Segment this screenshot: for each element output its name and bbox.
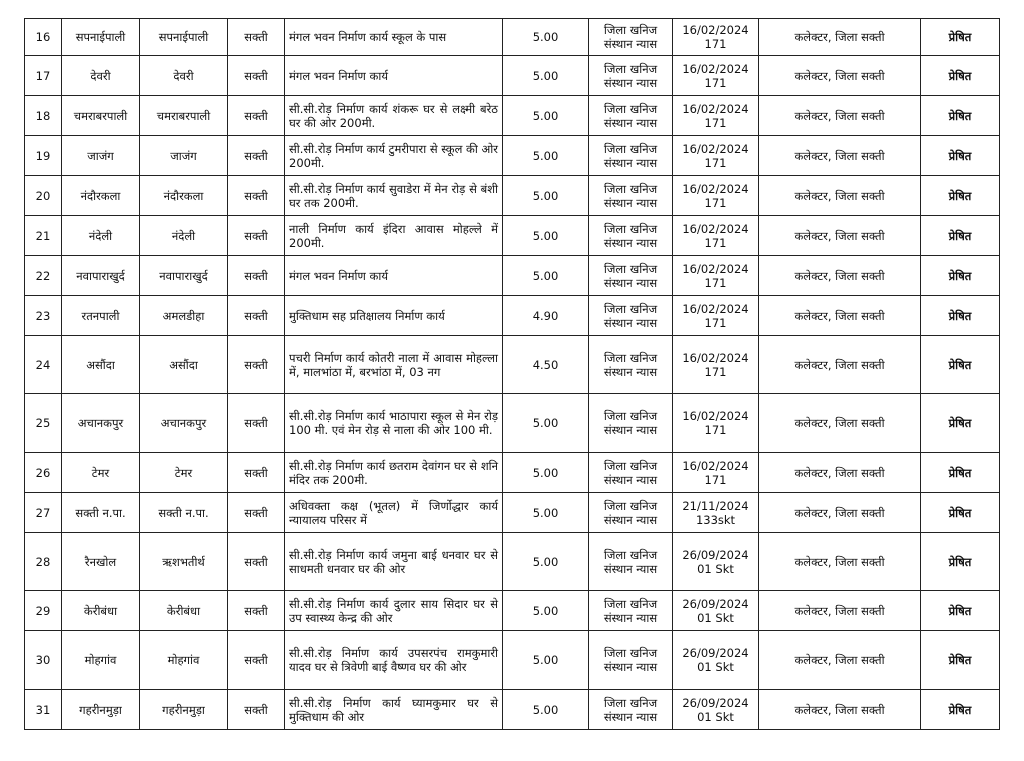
fund-source-cell: जिला खनिज संस्थान न्यास: [589, 256, 673, 296]
amount-cell: 5.00: [503, 493, 589, 533]
order-number: 01 Skt: [697, 709, 734, 724]
sanction-date: 16/02/2024: [682, 23, 749, 37]
work-description-cell: सी.सी.रोड़ निर्माण कार्य उपसरपंच रामकुमारी यादव घर से त्रिवेणी बाई वैष्णव घर की ओर: [285, 631, 503, 690]
executing-agency-cell: कलेक्टर, जिला सक्ती: [759, 690, 921, 730]
serial-number-cell: 28: [25, 533, 62, 591]
order-number: 171: [704, 115, 727, 130]
table-row: [25, 216, 1000, 256]
sanction-date: 26/09/2024: [682, 646, 749, 660]
sanction-date-cell: [673, 394, 759, 453]
gram-panchayat-cell: नंदेली: [62, 216, 140, 256]
sanction-date-cell: [673, 493, 759, 533]
table-row: [25, 19, 1000, 56]
work-description-cell: सी.सी.रोड़ निर्माण कार्य दुलार साय सिदार घर से उप स्वास्थ्य केन्द्र की ओर: [285, 591, 503, 631]
fund-source-cell: जिला खनिज संस्थान न्यास: [589, 690, 673, 730]
amount-cell: 4.90: [503, 296, 589, 336]
serial-number-cell: 18: [25, 96, 62, 136]
amount-cell: 5.00: [503, 136, 589, 176]
work-description-cell: मंगल भवन निर्माण कार्य: [285, 56, 503, 96]
serial-number-cell: 27: [25, 493, 62, 533]
table-row: [25, 56, 1000, 96]
sanction-date-cell: [673, 96, 759, 136]
order-number: 171: [704, 472, 727, 487]
gram-panchayat-cell: अचानकपुर: [62, 394, 140, 453]
amount-cell: 5.00: [503, 56, 589, 96]
serial-number-cell: 24: [25, 336, 62, 394]
works-table: [24, 18, 1000, 730]
sanction-date-cell: [673, 296, 759, 336]
fund-source-cell: जिला खनिज संस्थान न्यास: [589, 533, 673, 591]
sanction-date: 21/11/2024: [682, 498, 749, 513]
executing-agency-cell: कलेक्टर, जिला सक्ती: [759, 176, 921, 216]
table-row: [25, 493, 1000, 533]
gram-panchayat-cell: रैनखोल: [62, 533, 140, 591]
block-cell: सक्ती: [228, 591, 285, 631]
gram-panchayat-cell: टेमर: [62, 453, 140, 493]
serial-number-cell: 26: [25, 453, 62, 493]
gram-panchayat-cell: नवापाराखुर्द: [62, 256, 140, 296]
executing-agency-cell: कलेक्टर, जिला सक्ती: [759, 296, 921, 336]
sanction-date: 26/09/2024: [682, 547, 749, 562]
amount-cell: 5.00: [503, 631, 589, 690]
status-cell: प्रेषित: [921, 136, 1000, 176]
table-body: [25, 19, 1000, 730]
serial-number-cell: 21: [25, 216, 62, 256]
executing-agency-cell: कलेक्टर, जिला सक्ती: [759, 453, 921, 493]
serial-number-cell: 22: [25, 256, 62, 296]
gram-panchayat-cell: मोहगांव: [62, 631, 140, 690]
amount-cell: 5.00: [503, 19, 589, 56]
serial-number-cell: 31: [25, 690, 62, 730]
block-cell: सक्ती: [228, 394, 285, 453]
village-cell: सक्ती न.पा.: [140, 493, 228, 533]
table-row: [25, 690, 1000, 730]
block-cell: सक्ती: [228, 19, 285, 56]
fund-source-cell: जिला खनिज संस्थान न्यास: [589, 631, 673, 690]
sanction-date: 16/02/2024: [682, 409, 749, 423]
status-cell: प्रेषित: [921, 256, 1000, 296]
table-row: [25, 533, 1000, 591]
sanction-date: 16/02/2024: [682, 350, 749, 365]
work-description-cell: नाली निर्माण कार्य इंदिरा आवास मोहल्ले में 200मी.: [285, 216, 503, 256]
amount-cell: 5.00: [503, 394, 589, 453]
serial-number-cell: 19: [25, 136, 62, 176]
sanction-date-cell: [673, 690, 759, 730]
serial-number-cell: 17: [25, 56, 62, 96]
block-cell: सक्ती: [228, 216, 285, 256]
sanction-date: 16/02/2024: [682, 261, 749, 276]
table-row: [25, 136, 1000, 176]
village-cell: देवरी: [140, 56, 228, 96]
status-cell: प्रेषित: [921, 533, 1000, 591]
executing-agency-cell: कलेक्टर, जिला सक्ती: [759, 136, 921, 176]
gram-panchayat-cell: गहरीनमुड़ा: [62, 690, 140, 730]
block-cell: सक्ती: [228, 136, 285, 176]
village-cell: ऋशभतीर्थ: [140, 533, 228, 591]
table-row: [25, 176, 1000, 216]
work-description-cell: सी.सी.रोड़ निर्माण कार्य शंकरू घर से लक्ष्मी बरेठ घर की ओर 200मी.: [285, 96, 503, 136]
work-description-cell: मंगल भवन निर्माण कार्य: [285, 256, 503, 296]
executing-agency-cell: कलेक्टर, जिला सक्ती: [759, 533, 921, 591]
order-number: 171: [704, 37, 727, 51]
status-cell: प्रेषित: [921, 591, 1000, 631]
table-row: [25, 96, 1000, 136]
work-description-cell: मंगल भवन निर्माण कार्य स्कूल के पास: [285, 19, 503, 56]
executing-agency-cell: कलेक्टर, जिला सक्ती: [759, 56, 921, 96]
status-cell: प्रेषित: [921, 296, 1000, 336]
executing-agency-cell: कलेक्टर, जिला सक्ती: [759, 631, 921, 690]
block-cell: सक्ती: [228, 176, 285, 216]
order-number: 01 Skt: [697, 610, 734, 625]
order-number: 133skt: [695, 512, 736, 527]
block-cell: सक्ती: [228, 690, 285, 730]
sanction-date-cell: [673, 19, 759, 56]
village-cell: सपनाईपाली: [140, 19, 228, 56]
block-cell: सक्ती: [228, 256, 285, 296]
gram-panchayat-cell: जाजंग: [62, 136, 140, 176]
executing-agency-cell: कलेक्टर, जिला सक्ती: [759, 394, 921, 453]
block-cell: सक्ती: [228, 493, 285, 533]
fund-source-cell: जिला खनिज संस्थान न्यास: [589, 19, 673, 56]
serial-number-cell: 30: [25, 631, 62, 690]
order-number: 171: [704, 235, 727, 250]
sanction-date: 16/02/2024: [682, 141, 749, 156]
village-cell: केरीबंधा: [140, 591, 228, 631]
sanction-date-cell: [673, 136, 759, 176]
executing-agency-cell: कलेक्टर, जिला सक्ती: [759, 19, 921, 56]
serial-number-cell: 16: [25, 19, 62, 56]
sanction-date: 26/09/2024: [682, 596, 749, 611]
amount-cell: 5.00: [503, 216, 589, 256]
village-cell: मोहगांव: [140, 631, 228, 690]
serial-number-cell: 29: [25, 591, 62, 631]
serial-number-cell: 20: [25, 176, 62, 216]
sanction-date: 16/02/2024: [682, 101, 749, 116]
status-cell: प्रेषित: [921, 96, 1000, 136]
village-cell: जाजंग: [140, 136, 228, 176]
amount-cell: 5.00: [503, 533, 589, 591]
order-number: 01 Skt: [697, 660, 734, 674]
work-description-cell: सी.सी.रोड़ निर्माण कार्य सुवाडेरा में मेन रोड़ से बंशी घर तक 200मी.: [285, 176, 503, 216]
sanction-date-cell: [673, 533, 759, 591]
table-row: [25, 591, 1000, 631]
order-number: 171: [704, 315, 727, 330]
table-row: [25, 453, 1000, 493]
serial-number-cell: 23: [25, 296, 62, 336]
sanction-date: 16/02/2024: [682, 301, 749, 316]
table-row: [25, 336, 1000, 394]
block-cell: सक्ती: [228, 631, 285, 690]
sanction-date: 26/09/2024: [682, 695, 749, 710]
sanction-date: 16/02/2024: [682, 458, 749, 473]
fund-source-cell: जिला खनिज संस्थान न्यास: [589, 591, 673, 631]
block-cell: सक्ती: [228, 336, 285, 394]
gram-panchayat-cell: देवरी: [62, 56, 140, 96]
status-cell: प्रेषित: [921, 56, 1000, 96]
work-description-cell: सी.सी.रोड़ निर्माण कार्य भाठापारा स्कूल से मेन रोड़ 100 मी. एवं मेन रोड़ से नाला की ओर 100 मी.: [285, 394, 503, 453]
village-cell: नंदेली: [140, 216, 228, 256]
table-row: [25, 296, 1000, 336]
sanction-date-cell: [673, 56, 759, 96]
order-number: 171: [704, 155, 727, 170]
gram-panchayat-cell: असौंदा: [62, 336, 140, 394]
work-description-cell: अधिवक्ता कक्ष (भूतल) में जिर्णोद्धार कार्य न्यायालय परिसर में: [285, 493, 503, 533]
village-cell: गहरीनमुड़ा: [140, 690, 228, 730]
status-cell: प्रेषित: [921, 19, 1000, 56]
sanction-date-cell: [673, 256, 759, 296]
executing-agency-cell: कलेक्टर, जिला सक्ती: [759, 336, 921, 394]
village-cell: टेमर: [140, 453, 228, 493]
order-number: 171: [704, 195, 727, 210]
amount-cell: 5.00: [503, 256, 589, 296]
gram-panchayat-cell: नंदौरकला: [62, 176, 140, 216]
fund-source-cell: जिला खनिज संस्थान न्यास: [589, 136, 673, 176]
fund-source-cell: जिला खनिज संस्थान न्यास: [589, 96, 673, 136]
village-cell: असौंदा: [140, 336, 228, 394]
village-cell: अमलडीहा: [140, 296, 228, 336]
order-number: 171: [704, 275, 727, 290]
work-description-cell: मुक्तिधाम सह प्रतिक्षालय निर्माण कार्य: [285, 296, 503, 336]
sanction-date-cell: [673, 591, 759, 631]
order-number: 171: [704, 364, 727, 379]
table-row: [25, 256, 1000, 296]
status-cell: प्रेषित: [921, 493, 1000, 533]
village-cell: नवापाराखुर्द: [140, 256, 228, 296]
status-cell: प्रेषित: [921, 690, 1000, 730]
block-cell: सक्ती: [228, 56, 285, 96]
fund-source-cell: जिला खनिज संस्थान न्यास: [589, 176, 673, 216]
sanction-date: 16/02/2024: [682, 61, 749, 76]
status-cell: प्रेषित: [921, 453, 1000, 493]
village-cell: अचानकपुर: [140, 394, 228, 453]
village-cell: चमराबरपाली: [140, 96, 228, 136]
executing-agency-cell: कलेक्टर, जिला सक्ती: [759, 216, 921, 256]
executing-agency-cell: कलेक्टर, जिला सक्ती: [759, 256, 921, 296]
block-cell: सक्ती: [228, 453, 285, 493]
amount-cell: 4.50: [503, 336, 589, 394]
block-cell: सक्ती: [228, 533, 285, 591]
executing-agency-cell: कलेक्टर, जिला सक्ती: [759, 591, 921, 631]
sanction-date-cell: [673, 453, 759, 493]
block-cell: सक्ती: [228, 296, 285, 336]
work-description-cell: सी.सी.रोड़ निर्माण कार्य घ्यामकुमार घर से मुक्तिधाम की ओर: [285, 690, 503, 730]
status-cell: प्रेषित: [921, 176, 1000, 216]
fund-source-cell: जिला खनिज संस्थान न्यास: [589, 453, 673, 493]
work-description-cell: सी.सी.रोड़ निर्माण कार्य टुमरीपारा से स्कूल की ओर 200मी.: [285, 136, 503, 176]
fund-source-cell: जिला खनिज संस्थान न्यास: [589, 336, 673, 394]
sanction-date: 16/02/2024: [682, 221, 749, 236]
status-cell: प्रेषित: [921, 394, 1000, 453]
gram-panchayat-cell: रतनपाली: [62, 296, 140, 336]
fund-source-cell: जिला खनिज संस्थान न्यास: [589, 493, 673, 533]
order-number: 171: [704, 423, 727, 437]
amount-cell: 5.00: [503, 591, 589, 631]
work-description-cell: सी.सी.रोड़ निर्माण कार्य जमुना बाई धनवार घर से साधमती धनवार घर की ओर: [285, 533, 503, 591]
amount-cell: 5.00: [503, 453, 589, 493]
sanction-date-cell: [673, 631, 759, 690]
serial-number-cell: 25: [25, 394, 62, 453]
sanction-date-cell: [673, 176, 759, 216]
sanction-date-cell: [673, 216, 759, 256]
amount-cell: 5.00: [503, 96, 589, 136]
status-cell: प्रेषित: [921, 216, 1000, 256]
table-row: [25, 631, 1000, 690]
executing-agency-cell: कलेक्टर, जिला सक्ती: [759, 493, 921, 533]
table-row: [25, 394, 1000, 453]
work-description-cell: पचरी निर्माण कार्य कोतरी नाला में आवास मोहल्ला में, मालभांठा में, बरभांठा में, 03 नग: [285, 336, 503, 394]
sanction-date: 16/02/2024: [682, 181, 749, 196]
village-cell: नंदौरकला: [140, 176, 228, 216]
gram-panchayat-cell: सक्ती न.पा.: [62, 493, 140, 533]
amount-cell: 5.00: [503, 176, 589, 216]
fund-source-cell: जिला खनिज संस्थान न्यास: [589, 56, 673, 96]
gram-panchayat-cell: केरीबंधा: [62, 591, 140, 631]
amount-cell: 5.00: [503, 690, 589, 730]
fund-source-cell: जिला खनिज संस्थान न्यास: [589, 216, 673, 256]
status-cell: प्रेषित: [921, 336, 1000, 394]
order-number: 01 Skt: [697, 561, 734, 576]
status-cell: प्रेषित: [921, 631, 1000, 690]
work-description-cell: सी.सी.रोड़ निर्माण कार्य छतराम देवांगन घर से शनि मंदिर तक 200मी.: [285, 453, 503, 493]
sanction-date-cell: [673, 336, 759, 394]
gram-panchayat-cell: चमराबरपाली: [62, 96, 140, 136]
fund-source-cell: जिला खनिज संस्थान न्यास: [589, 394, 673, 453]
executing-agency-cell: कलेक्टर, जिला सक्ती: [759, 96, 921, 136]
order-number: 171: [704, 75, 727, 90]
fund-source-cell: जिला खनिज संस्थान न्यास: [589, 296, 673, 336]
block-cell: सक्ती: [228, 96, 285, 136]
gram-panchayat-cell: सपनाईपाली: [62, 19, 140, 56]
